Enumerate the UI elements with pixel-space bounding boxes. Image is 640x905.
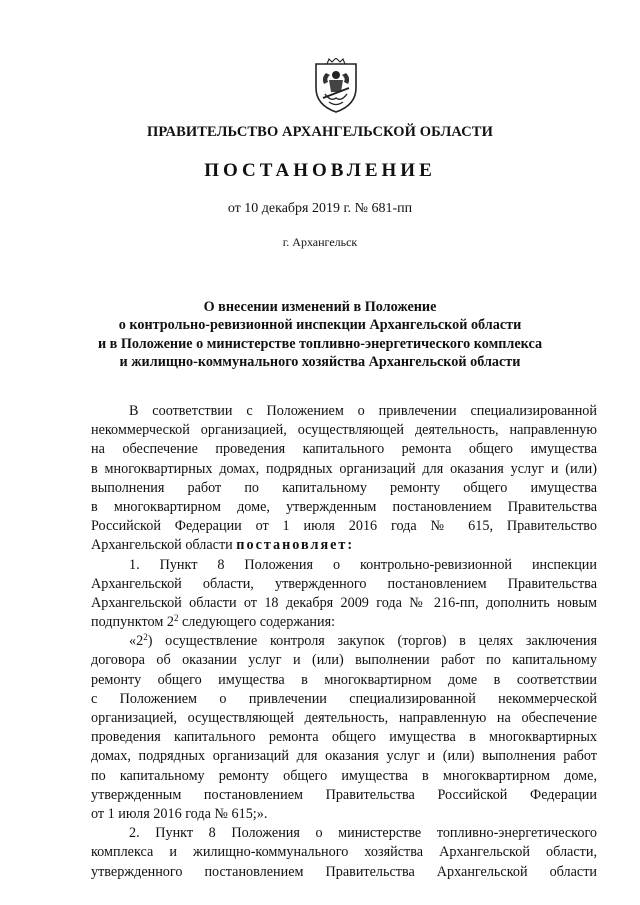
body-line: по капитальному ремонту общего имущества в многоквартирном доме, <box>91 767 597 784</box>
body-line: 1. Пункт 8 Положения о контрольно-ревизионной инспекции <box>129 556 597 573</box>
body-line: от 1 июля 2016 года № 615;». <box>91 805 268 822</box>
body-line: организацией, осуществляющей деятельность, направленную на обеспечение <box>91 710 597 726</box>
body-text: «2 <box>129 633 144 650</box>
title-line: и в Положение о министерстве топливно-энергетического комплекса <box>97 335 543 352</box>
title-line: О внесении изменений в Положение <box>203 299 437 315</box>
body-line: комплекса и жилищно-коммунального хозяйства Архангельской области, <box>91 844 597 861</box>
body-line: В соответствии с Положением о привлечении специализированной <box>129 403 597 419</box>
body-line: Российской Федерации от 1 июля 2016 года № 615, Правительство <box>91 518 597 535</box>
body-line <box>91 632 597 651</box>
body-line: выполнения работ по капитальному ремонту общего имущества <box>91 479 597 496</box>
document-body <box>91 402 597 882</box>
body-line: в многоквартирном доме, утвержденным постановлением Правительства <box>91 498 597 515</box>
body-line <box>91 613 597 632</box>
body-line: некоммерческой организацией, осуществляющей деятельность, направленную <box>91 422 597 439</box>
title-line: и жилищно-коммунального хозяйства Архангельской области <box>119 353 521 370</box>
body-line <box>91 536 597 555</box>
body-line: утвержденным постановлением Правительства Российской Федерации <box>91 786 597 803</box>
government-name: ПРАВИТЕЛЬСТВО АРХАНГЕЛЬСКОЙ ОБЛАСТИ <box>147 124 493 140</box>
body-text: следующего содержания: <box>178 614 336 631</box>
body-text: подпунктом 2 <box>91 614 174 631</box>
superscript: 2 <box>173 613 179 624</box>
body-text: Архангельской области <box>91 537 233 554</box>
body-line: в многоквартирных домах, подрядных организаций для оказания услуг и (или) <box>91 460 597 477</box>
date-and-number: от 10 декабря 2019 г. № 681-пп <box>227 201 413 216</box>
title-line: о контрольно-ревизионной инспекции Архангельской области <box>118 317 522 334</box>
body-line: домах, подрядных организаций для оказания услуг и (или) выполнения работ <box>91 748 597 765</box>
arkhangelsk-coat-of-arms-icon <box>313 58 359 114</box>
body-line: утвержденного постановлением Правительства Архангельской области <box>91 863 597 880</box>
city: г. Архангельск <box>282 235 358 249</box>
resolves-word: постановляет: <box>236 537 355 554</box>
body-text: ) осуществление контроля закупок (торгов) в целях заключения <box>147 633 597 650</box>
body-line: на обеспечение проведения капитального ремонта общего имущества <box>91 441 597 458</box>
body-line: с Положением о привлечении специализированной некоммерческой <box>91 690 597 707</box>
body-line: проведения капитального ремонта общего имущества в многоквартирных <box>91 729 597 746</box>
superscript: 2 <box>143 632 148 643</box>
body-line: Архангельской области от 18 декабря 2009 года № 216-пп, дополнить новым <box>91 594 597 611</box>
document-type: ПОСТАНОВЛЕНИЕ <box>204 160 436 181</box>
document-title <box>60 298 580 371</box>
body-line: ремонту общего имущества в многоквартирном доме в соответствии <box>91 671 597 688</box>
body-line: 2. Пункт 8 Положения о министерстве топливно-энергетического <box>129 825 597 842</box>
body-line: Архангельской области, утвержденного постановлением Правительства <box>91 575 597 592</box>
body-line: договора об оказании услуг и (или) выполнении работ по капитальному <box>91 652 597 669</box>
